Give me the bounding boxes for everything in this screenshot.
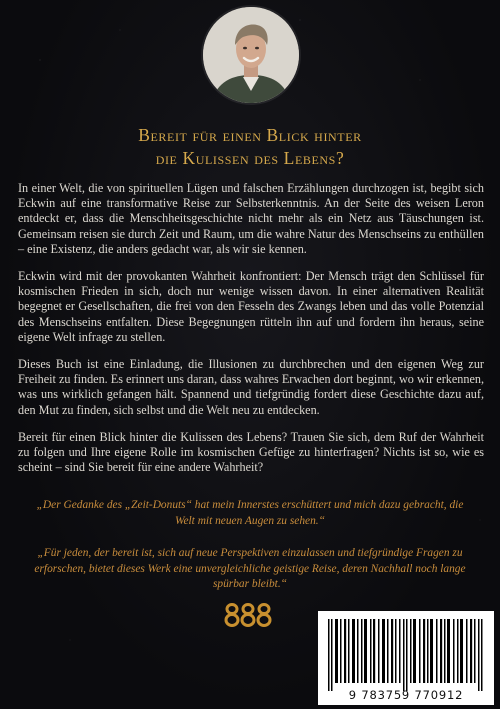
publisher-logo [224, 601, 272, 629]
blurb-paragraph-2: Eckwin wird mit der provokanten Wahrheit konfrontiert: Der Mensch trägt den Schlüssel für kosmischen Frieden in sich, doch nur wenige wissen davon. In einer alternativen Realität begegnet er Gesellschaften, die frei von den Fesseln des Zwangs leben und das volle Potenzial des Menschseins entfalten. Diese Begegnungen rütteln ihn auf und fordern ihn heraus, seine eigene Welt infrage zu stellen. [18, 269, 484, 344]
blurb-paragraph-4: Bereit für einen Blick hinter die Kulissen des Lebens? Trauen Sie sich, dem Ruf der Wahrheit zu folgen und Ihre eigene Rolle im kosmischen Gefüge zu hinterfragen? Nichts ist so, wie es scheint – sind Sie bereit für eine andere Wahrheit? [18, 429, 484, 475]
headline-line-1: Bereit für einen Blick hinter [138, 125, 362, 145]
author-portrait-icon [203, 7, 299, 103]
blurb-paragraph-3: Dieses Buch ist eine Einladung, die Illusionen zu durchbrechen und den eigenen Weg zur Freiheit zu finden. Es erinnert uns daran, dass wahres Erwachen dort beginnt, wo wir erkennen, was uns wirklich gefangen hält. Spannend und tiefgründig fordert diese Geschichte dazu auf, den Mut zu finden, sich selbst und die Welt neu zu entdecken. [18, 357, 484, 417]
headline [0, 124, 500, 170]
isbn-barcode [318, 611, 494, 705]
author-photo [203, 7, 299, 103]
blurb [18, 181, 484, 487]
isbn-number: 9 783759 770912 [348, 688, 464, 702]
blurb-paragraph-1: In einer Welt, die von spirituellen Lügen und falschen Erzählungen durchzogen ist, begibt sich Eckwin auf eine transformative Reise zur Selbsterkenntnis. An der Seite des weisen Leron entdeckt er, dass die Menschheitsgeschichte nicht mehr als ein Netz aus Täuschungen ist. Gemeinsam reisen sie durch Zeit und Raum, um die wahre Natur des Menschseins zu enthüllen – eine Existenz, die anders gedacht war, als wir sie kennen. [18, 181, 484, 256]
review-quote-1: „Der Gedanke des „Zeit-Donuts“ hat mein Innerstes erschüttert und mich dazu gebracht, die Welt mit neuen Augen zu sehen.“ [36, 499, 464, 527]
888-logo-icon [224, 601, 272, 629]
review-quote-2: „Für jeden, der bereit ist, sich auf neue Perspektiven einzulassen und tiefgründige Fragen zu erforschen, bietet dieses Werk eine unvergleichliche geistige Reise, deren Nachhall noch lange spürbar bleibt.“ [34, 547, 466, 590]
barcode-bars [328, 619, 484, 691]
headline-line-2: die Kulissen des Lebens? [155, 148, 345, 168]
